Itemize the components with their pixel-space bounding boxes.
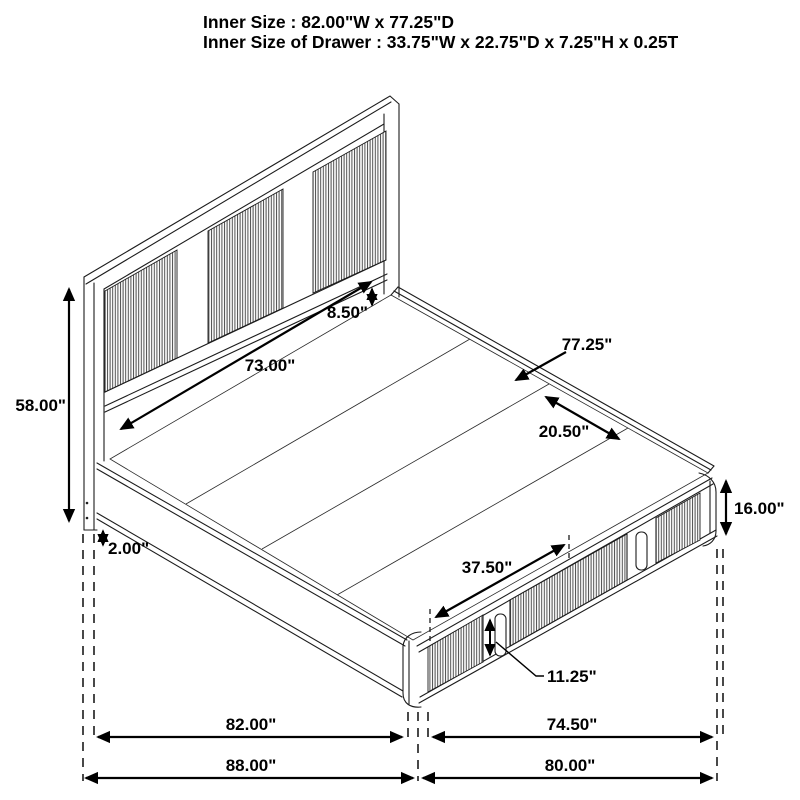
dim-label-depth-inner: 74.50" [546, 715, 598, 734]
side-rail-end-cap-back [391, 287, 398, 295]
dim-leader-bed-depth [516, 352, 566, 380]
note-drawer-size: Inner Size of Drawer : 33.75"W x 22.75"D x 7.25"H x 0.25T [203, 32, 679, 52]
headboard-slat-panel-2 [208, 189, 283, 343]
dim-label-board-width: 20.50" [538, 422, 590, 441]
dim-label-rail-reveal: 2.00" [108, 539, 150, 558]
dim-label-depth-overall: 80.00" [544, 756, 596, 775]
side-rail-end-cap-front [708, 466, 714, 473]
left-post-hole [86, 517, 89, 520]
size-notes [203, 12, 679, 52]
dim-label-drawer-height: 11.25" [547, 667, 597, 686]
drawer-handle-2 [636, 532, 647, 570]
front-corner-outer [403, 646, 421, 707]
dim-label-headboard-gap: 8.50" [326, 303, 368, 322]
dim-label-headboard-width: 73.00" [244, 356, 296, 375]
dim-label-footboard-height: 16.00" [734, 499, 785, 518]
dim-label-bed-depth: 77.25" [561, 335, 613, 354]
headboard-slat-panel-1 [105, 250, 177, 392]
note-inner-size: Inner Size : 82.00"W x 77.25"D [203, 12, 455, 32]
dim-label-width-overall: 88.00" [225, 756, 277, 775]
platform-deck [110, 287, 714, 640]
deck-surface [110, 295, 708, 640]
dim-label-drawer-width: 37.50" [461, 558, 513, 577]
headboard-slat-panel-3 [313, 131, 386, 293]
left-post-hole [86, 502, 89, 505]
dim-label-width-inner: 82.00" [225, 715, 277, 734]
dim-label-headboard-height: 58.00" [15, 396, 66, 415]
